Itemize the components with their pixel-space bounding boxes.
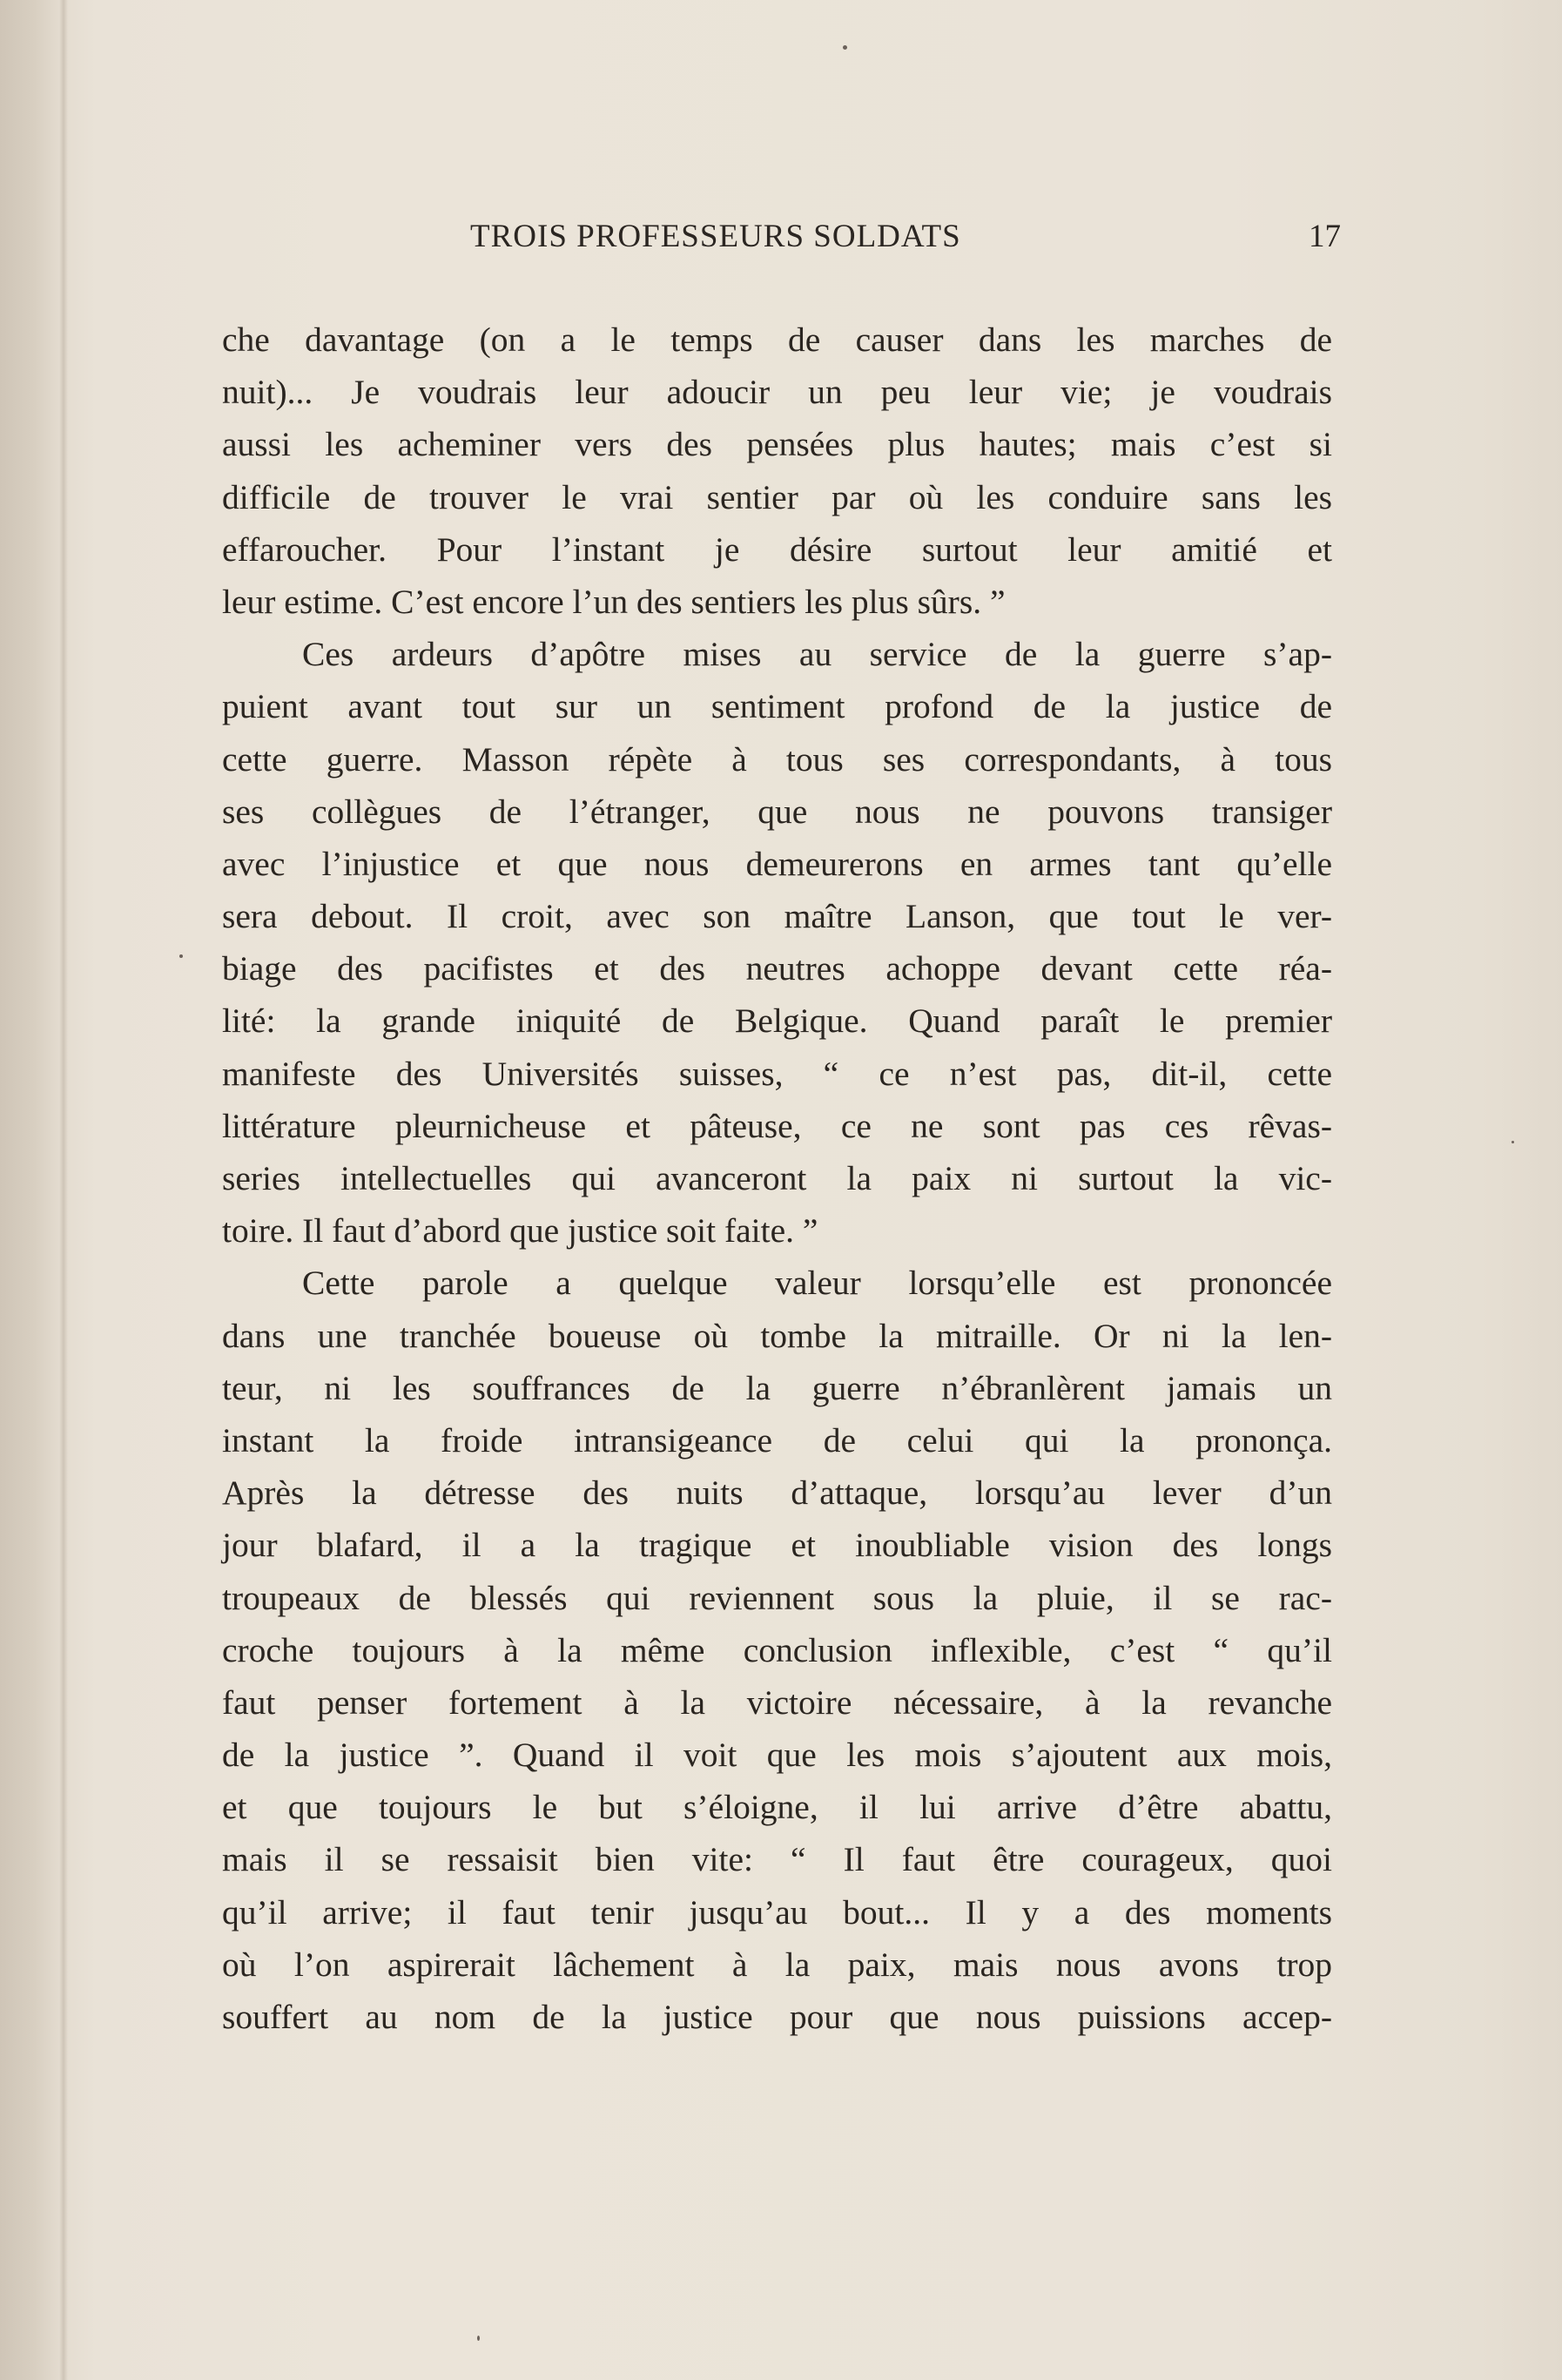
text-line: toire. Il faut d’abord que justice soit faite. ” [222,1211,818,1251]
text-line: dans une tranchée boueuse où tombe la mitraille. Or ni la len- [222,1316,1332,1355]
text-line: de la justice ”. Quand il voit que les mois s’ajoutent aux mois, [222,1736,1332,1775]
text-line: nuit)... Je voudrais leur adoucir un peu leur vie; je voudrais [222,373,1332,412]
text-line: Ces ardeurs d’apôtre mises au service de la guerre s’ap- [302,635,1332,674]
text-line: biage des pacifistes et des neutres achoppe devant cette réa- [222,949,1332,988]
text-line: lité: la grande iniquité de Belgique. Quand paraît le premier [222,1001,1332,1041]
page-number: 17 [1309,219,1341,254]
text-line: croche toujours à la même conclusion inflexible, c’est “ qu’il [222,1630,1332,1669]
text-line: series intellectuelles qui avanceront la paix ni surtout la vic- [222,1159,1332,1197]
text-line: ses collègues de l’étranger, que nous ne pouvons transiger [222,792,1332,831]
text-line: difficile de trouver le vrai sentier par où les conduire sans les [222,477,1332,516]
text-line: où l’on aspirerait lâchement à la paix, mais nous avons trop [222,1945,1332,1984]
body-text [222,314,1332,2043]
paper-fleck [1512,1141,1514,1143]
text-line: souffert au nom de la justice pour que nous puissions accep- [222,1998,1332,2036]
text-line: avec l’injustice et que nous demeurerons en armes tant qu’elle [222,844,1332,883]
text-line: Après la détresse des nuits d’attaque, lorsqu’au lever d’un [222,1473,1332,1513]
text-line: che davantage (on a le temps de causer dans les marches de [222,320,1332,359]
text-line: jour blafard, il a la tragique et inoubliable vision des longs [222,1526,1332,1565]
page-gutter-shadow [59,0,68,2380]
text-line: Cette parole a quelque valeur lorsqu’elle est prononcée [302,1264,1332,1303]
paper-fleck [477,2336,480,2341]
text-line: sera debout. Il croit, avec son maître Lanson, que tout le ver- [222,897,1332,936]
text-line: littérature pleurnicheuse et pâteuse, ce ne sont pas ces rêvas- [222,1106,1332,1145]
text-line: et que toujours le but s’éloigne, il lui arrive d’être abattu, [222,1788,1332,1827]
text-line: manifeste des Universités suisses, “ ce n’est pas, dit-il, cette [222,1054,1332,1093]
running-header [218,218,1341,261]
text-line: leur estime. C’est encore l’un des sentiers les plus sûrs. ” [222,582,1006,621]
text-line: faut penser fortement à la victoire nécessaire, à la revanche [222,1682,1332,1722]
text-line: troupeaux de blessés qui reviennent sous la pluie, il se rac- [222,1578,1332,1617]
paper-fleck [179,954,183,958]
text-line: effaroucher. Pour l’instant je désire surtout leur amitié et [222,529,1332,569]
text-line: puient avant tout sur un sentiment profond de la justice de [222,687,1332,726]
text-line: mais il se ressaisit bien vite: “ Il faut être courageux, quoi [222,1840,1332,1879]
text-line: instant la froide intransigeance de celui qui la prononça. [222,1420,1332,1460]
text-line: qu’il arrive; il faut tenir jusqu’au bout... Il y a des moments [222,1892,1332,1932]
running-title: TROIS PROFESSEURS SOLDATS [470,219,961,254]
text-line: cette guerre. Masson répète à tous ses correspondants, à tous [222,739,1332,779]
paper-fleck [843,45,847,50]
text-line: aussi les acheminer vers des pensées plus hautes; mais c’est si [222,425,1332,464]
text-line: teur, ni les souffrances de la guerre n’ébranlèrent jamais un [222,1368,1332,1407]
